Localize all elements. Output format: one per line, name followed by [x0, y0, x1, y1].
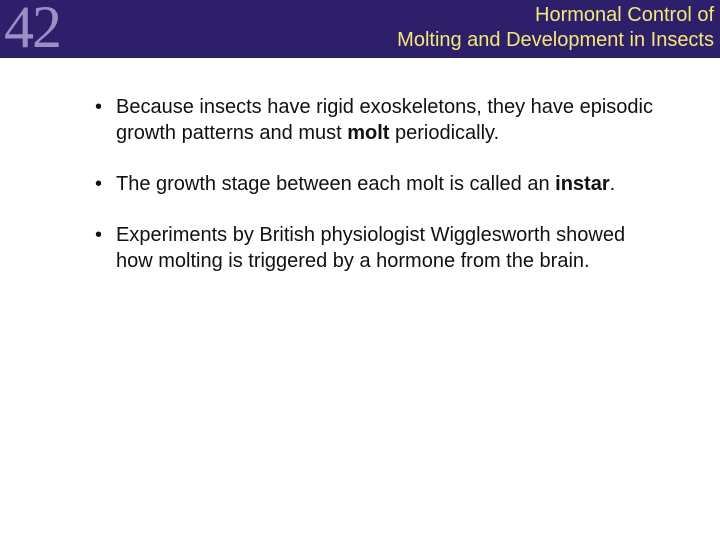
bullet-text: Experiments by British physiologist Wigglesworth showed how molting is triggered by a hormone from the brain. — [116, 224, 626, 272]
bullet-text: The growth stage between each molt is called an — [116, 173, 556, 195]
bullet-dot-icon: • — [95, 96, 103, 118]
slide-title-line-1: Hormonal Control of — [535, 4, 714, 26]
bullet-text: Because insects have rigid exoskeletons, they have episodic growth patterns and must — [116, 96, 653, 144]
slide-title — [397, 3, 714, 53]
bullet-list — [95, 94, 655, 299]
chapter-number: 42 — [4, 0, 60, 60]
bullet-dot-icon: • — [95, 173, 103, 195]
bullet-item — [95, 171, 655, 197]
slide-header — [0, 0, 720, 58]
bullet-text-end: . — [609, 173, 616, 195]
bullet-bold-term: instar — [555, 173, 610, 195]
bullet-dot-icon: • — [95, 224, 103, 246]
bullet-item — [95, 94, 655, 146]
bullet-text-end: periodically. — [389, 122, 500, 144]
slide-title-line-2: Molting and Development in Insects — [397, 29, 714, 51]
bullet-item — [95, 222, 655, 274]
bullet-bold-term: molt — [347, 122, 390, 144]
